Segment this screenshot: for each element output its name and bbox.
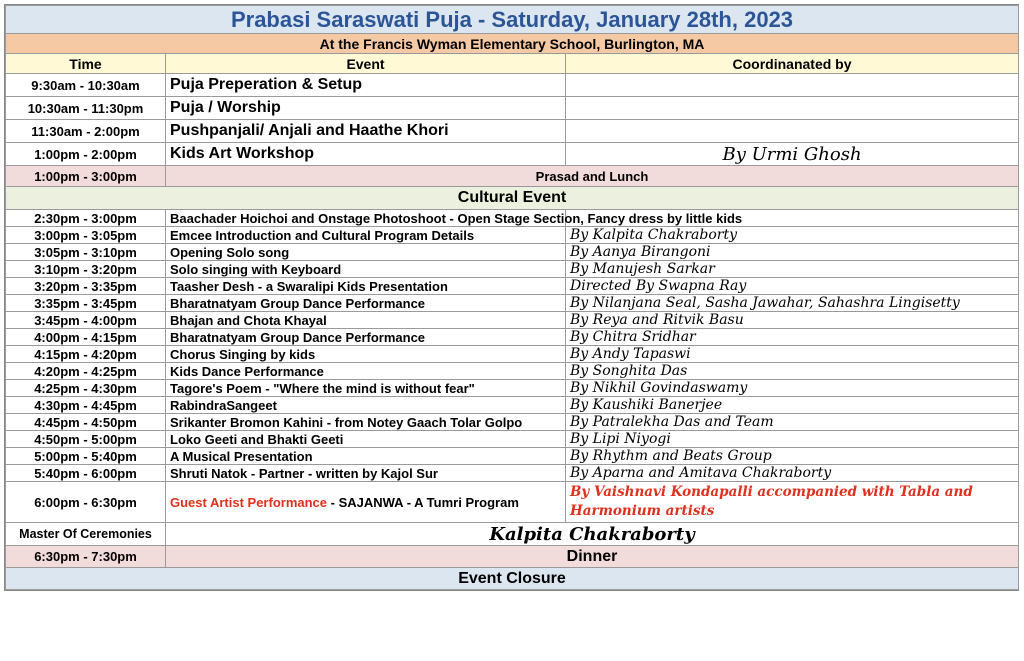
row-time: 9:30am - 10:30am bbox=[6, 74, 166, 97]
mc-name: Kalpita Chakraborty bbox=[166, 523, 1019, 546]
row-time: 2:30pm - 3:00pm bbox=[6, 210, 166, 227]
row-event: Tagore's Poem - "Where the mind is without fear" bbox=[166, 380, 566, 397]
row-event: Taasher Desh - a Swaralipi Kids Presentation bbox=[166, 278, 566, 295]
row-event: RabindraSangeet bbox=[166, 397, 566, 414]
row-coordinator: By Chitra Sridhar bbox=[566, 329, 1019, 346]
schedule-row bbox=[6, 295, 1019, 312]
row-coordinator: By Kaushiki Banerjee bbox=[566, 397, 1019, 414]
guest-row bbox=[6, 482, 1019, 523]
row-time: 4:20pm - 4:25pm bbox=[6, 363, 166, 380]
row-time: 10:30am - 11:30pm bbox=[6, 97, 166, 120]
lunch-time: 1:00pm - 3:00pm bbox=[6, 166, 166, 187]
schedule-row bbox=[6, 346, 1019, 363]
row-time: 5:00pm - 5:40pm bbox=[6, 448, 166, 465]
row-event: Srikanter Bromon Kahini - from Notey Gaach Tolar Golpo bbox=[166, 414, 566, 431]
row-event: Bharatnatyam Group Dance Performance bbox=[166, 295, 566, 312]
row-event: A Musical Presentation bbox=[166, 448, 566, 465]
row-time: 4:45pm - 4:50pm bbox=[6, 414, 166, 431]
row-event: Loko Geeti and Bhakti Geeti bbox=[166, 431, 566, 448]
row-coordinator: By Rhythm and Beats Group bbox=[566, 448, 1019, 465]
row-time: 3:05pm - 3:10pm bbox=[6, 244, 166, 261]
guest-highlight: Guest Artist Performance bbox=[170, 494, 328, 510]
row-event: Solo singing with Keyboard bbox=[166, 261, 566, 278]
title-row bbox=[6, 6, 1019, 34]
row-coordinator: By Manujesh Sarkar bbox=[566, 261, 1019, 278]
row-time: 3:45pm - 4:00pm bbox=[6, 312, 166, 329]
schedule-row bbox=[6, 120, 1019, 143]
column-header-event: Event bbox=[166, 54, 566, 74]
dinner-time: 6:30pm - 7:30pm bbox=[6, 546, 166, 568]
row-event: Pushpanjali/ Anjali and Haathe Khori bbox=[166, 120, 566, 143]
row-event: Shruti Natok - Partner - written by Kajol Sur bbox=[166, 465, 566, 482]
row-event: Puja Preperation & Setup bbox=[166, 74, 566, 97]
cultural-event-heading: Cultural Event bbox=[6, 187, 1019, 210]
closure-row bbox=[6, 568, 1019, 590]
schedule-row bbox=[6, 465, 1019, 482]
row-event: Bhajan and Chota Khayal bbox=[166, 312, 566, 329]
row-event: Kids Art Workshop bbox=[166, 143, 566, 166]
lunch-event: Prasad and Lunch bbox=[166, 166, 1019, 187]
lunch-row bbox=[6, 166, 1019, 187]
mc-row bbox=[6, 523, 1019, 546]
event-closure: Event Closure bbox=[6, 568, 1019, 590]
row-coordinator: By Songhita Das bbox=[566, 363, 1019, 380]
row-coordinator: By Urmi Ghosh bbox=[566, 143, 1019, 166]
row-time: 3:00pm - 3:05pm bbox=[6, 227, 166, 244]
guest-event-rest: - SAJANWA - A Tumri Program bbox=[327, 494, 519, 510]
row-coordinator: Directed By Swapna Ray bbox=[566, 278, 1019, 295]
location-subtitle: At the Francis Wyman Elementary School, Burlington, MA bbox=[6, 34, 1019, 54]
row-coordinator: By Nikhil Govindaswamy bbox=[566, 380, 1019, 397]
row-time: 4:30pm - 4:45pm bbox=[6, 397, 166, 414]
row-time: 11:30am - 2:00pm bbox=[6, 120, 166, 143]
row-event: Puja / Worship bbox=[166, 97, 566, 120]
schedule-row bbox=[6, 448, 1019, 465]
row-coordinator bbox=[566, 97, 1019, 120]
row-time: 3:35pm - 3:45pm bbox=[6, 295, 166, 312]
row-event: Baachader Hoichoi and Onstage Photoshoot - Open Stage Section, Fancy dress by little kids bbox=[166, 210, 566, 227]
row-time: 4:50pm - 5:00pm bbox=[6, 431, 166, 448]
row-event: Chorus Singing by kids bbox=[166, 346, 566, 363]
schedule-row bbox=[6, 74, 1019, 97]
row-event: Opening Solo song bbox=[166, 244, 566, 261]
row-event: Emcee Introduction and Cultural Program Details bbox=[166, 227, 566, 244]
row-event: Bharatnatyam Group Dance Performance bbox=[166, 329, 566, 346]
location-row bbox=[6, 34, 1019, 54]
schedule-row bbox=[6, 312, 1019, 329]
guest-time: 6:00pm - 6:30pm bbox=[6, 482, 166, 523]
schedule-row bbox=[6, 431, 1019, 448]
row-coordinator: By Nilanjana Seal, Sasha Jawahar, Sahashra Lingisetty bbox=[566, 295, 1019, 312]
row-time: 5:40pm - 6:00pm bbox=[6, 465, 166, 482]
row-time: 1:00pm - 2:00pm bbox=[6, 143, 166, 166]
row-coordinator: By Patralekha Das and Team bbox=[566, 414, 1019, 431]
page-title: Prabasi Saraswati Puja - Saturday, January 28th, 2023 bbox=[6, 6, 1019, 34]
row-event: Kids Dance Performance bbox=[166, 363, 566, 380]
schedule-row bbox=[6, 363, 1019, 380]
schedule-table bbox=[5, 5, 1019, 590]
row-coordinator: By Aparna and Amitava Chakraborty bbox=[566, 465, 1019, 482]
schedule-sheet bbox=[4, 4, 1019, 591]
schedule-row bbox=[6, 143, 1019, 166]
dinner-event: Dinner bbox=[166, 546, 1019, 568]
row-coordinator: By Andy Tapaswi bbox=[566, 346, 1019, 363]
schedule-row bbox=[6, 414, 1019, 431]
row-time: 4:15pm - 4:20pm bbox=[6, 346, 166, 363]
guest-event bbox=[166, 482, 566, 523]
schedule-row bbox=[6, 210, 1019, 227]
row-time: 4:25pm - 4:30pm bbox=[6, 380, 166, 397]
schedule-row bbox=[6, 397, 1019, 414]
schedule-row bbox=[6, 97, 1019, 120]
schedule-row bbox=[6, 380, 1019, 397]
schedule-row bbox=[6, 244, 1019, 261]
row-time: 4:00pm - 4:15pm bbox=[6, 329, 166, 346]
dinner-row bbox=[6, 546, 1019, 568]
column-header-row bbox=[6, 54, 1019, 74]
row-time: 3:10pm - 3:20pm bbox=[6, 261, 166, 278]
mc-label: Master Of Ceremonies bbox=[6, 523, 166, 546]
row-coordinator bbox=[566, 74, 1019, 97]
schedule-row bbox=[6, 278, 1019, 295]
row-coordinator: By Reya and Ritvik Basu bbox=[566, 312, 1019, 329]
schedule-row bbox=[6, 261, 1019, 278]
row-coordinator: By Lipi Niyogi bbox=[566, 431, 1019, 448]
row-coordinator: By Kalpita Chakraborty bbox=[566, 227, 1019, 244]
column-header-coordinated-by: Coordinanated by bbox=[566, 54, 1019, 74]
row-time: 3:20pm - 3:35pm bbox=[6, 278, 166, 295]
schedule-row bbox=[6, 329, 1019, 346]
row-coordinator: By Aanya Birangoni bbox=[566, 244, 1019, 261]
guest-coordinator: By Vaishnavi Kondapalli accompanied with Tabla and Harmonium artists bbox=[566, 482, 1019, 523]
schedule-row bbox=[6, 227, 1019, 244]
cultural-header-row bbox=[6, 187, 1019, 210]
row-coordinator bbox=[566, 120, 1019, 143]
column-header-time: Time bbox=[6, 54, 166, 74]
